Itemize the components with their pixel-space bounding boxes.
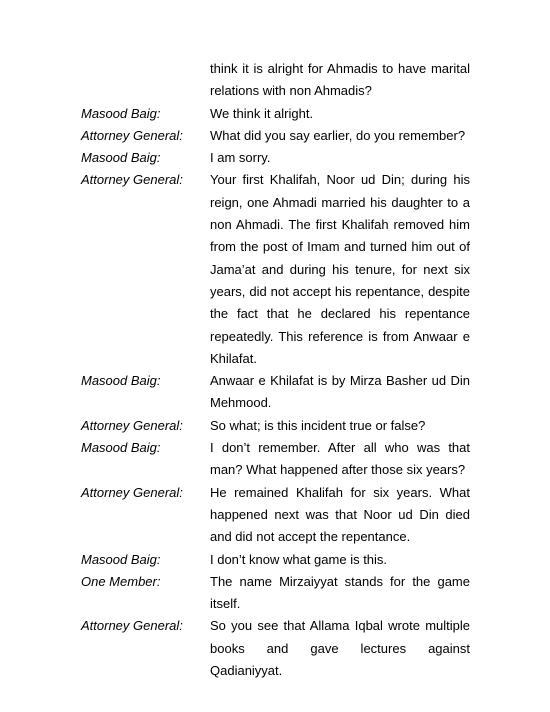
transcript xyxy=(0,58,550,682)
speech-text: I am sorry. xyxy=(210,150,271,166)
speech-text: So what; is this incident true or false? xyxy=(210,417,426,433)
transcript-entry xyxy=(0,103,550,125)
speech-text: I don’t remember. After all who was that man? What happened after those six years? xyxy=(210,440,470,478)
speaker-label: Masood Baig: xyxy=(81,150,161,166)
transcript-entry xyxy=(0,482,550,549)
transcript-entry xyxy=(0,125,550,147)
speech-text: I don’t know what game is this. xyxy=(210,551,388,567)
transcript-entry xyxy=(0,437,550,482)
speech-text: The name Mirzaiyyat stands for the game itself. xyxy=(210,573,470,612)
speech-text: Anwaar e Khilafat is by Mirza Basher ud Din Mehmood. xyxy=(210,373,470,411)
speaker-label: Attorney General: xyxy=(81,417,183,433)
speech-text: What did you say earlier, do you remember? xyxy=(210,127,466,143)
speech-text: We think it alright. xyxy=(210,105,314,121)
transcript-entry xyxy=(0,571,550,616)
transcript-entry xyxy=(0,58,550,103)
transcript-entry xyxy=(0,169,550,370)
transcript-entry xyxy=(0,415,550,437)
speaker-label: Masood Baig: xyxy=(81,373,161,389)
speaker-label: Attorney General: xyxy=(81,618,183,634)
transcript-entry xyxy=(0,147,550,169)
speech-text: think it is alright for Ahmadis to have marital relations with non Ahmadis? xyxy=(210,61,470,99)
speaker-label: Attorney General: xyxy=(81,484,183,500)
speaker-label: Attorney General: xyxy=(81,172,183,188)
speaker-label: Masood Baig: xyxy=(81,105,161,121)
speaker-label: Masood Baig: xyxy=(81,440,161,456)
speech-text: So you see that Allama Iqbal wrote multiple books and gave lectures against Qadianiyyat. xyxy=(210,618,470,679)
transcript-entry xyxy=(0,370,550,415)
transcript-entry xyxy=(0,549,550,571)
speaker-label: One Member: xyxy=(81,573,161,589)
speaker-label: Attorney General: xyxy=(81,127,183,143)
speech-text: He remained Khalifah for six years. What happened next was that Noor ud Din died and did not accept the repentance. xyxy=(210,484,470,545)
speech-text: Your first Khalifah, Noor ud Din; during his reign, one Ahmadi married his daughter to a non Ahmadi. The first Khalifah removed him from the post of Imam and turned him out of Jama’at and during his tenure, for next six years, did not accept his repentance, despite the fact that he declared his repentance repeatedly. This reference is from Anwaar e Khilafat. xyxy=(210,172,470,366)
transcript-entry xyxy=(0,615,550,682)
speaker-label: Masood Baig: xyxy=(81,551,161,567)
